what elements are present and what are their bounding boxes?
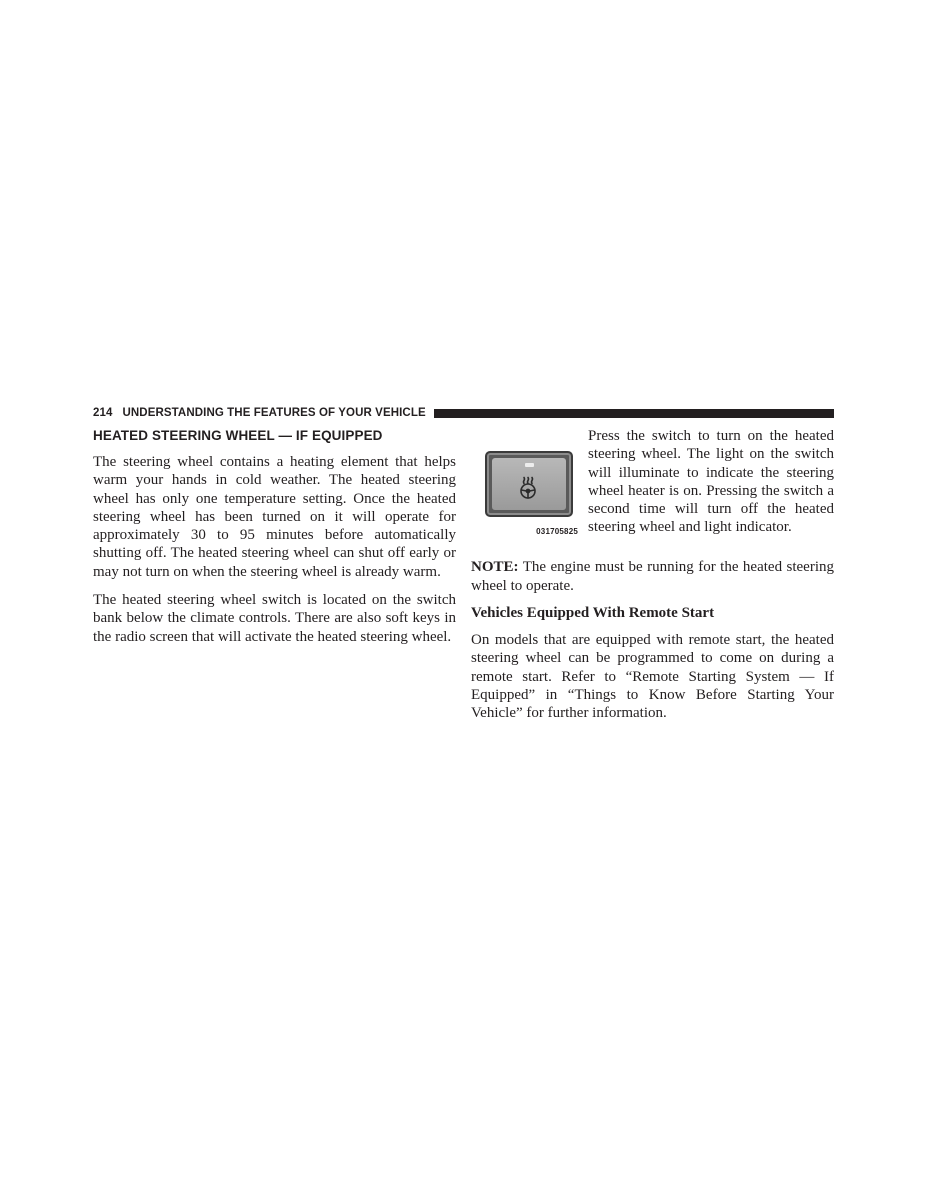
left-column — [93, 427, 456, 646]
switch-location-paragraph: The heated steering wheel switch is located on the switch bank below the climate controls. There are also soft keys in the radio screen that will activate the heated steering wheel. — [93, 592, 456, 645]
heated-wheel-switch-image — [485, 451, 573, 517]
switch-operation-text: Press the switch to turn on the heated steering wheel. The light on the switch will illuminate to indicate the steering wheel heater is on. Pressing the switch a second time will turn off the heated steering wheel and light indicator. — [588, 428, 834, 536]
section-title: HEATED STEERING WHEEL — IF EQUIPPED — [93, 428, 383, 443]
page-header — [93, 405, 834, 421]
running-head: UNDERSTANDING THE FEATURES OF YOUR VEHICLE — [122, 407, 426, 419]
note-paragraph — [471, 558, 834, 595]
heated-steering-wheel-icon — [518, 476, 542, 500]
page-number: 214 — [93, 407, 113, 419]
intro-paragraph: The steering wheel contains a heating element that helps warm your hands in cold weather. The heated steering wheel has only one temperature setting. Once the heated steering wheel has been turned on it will operate for approximately 30 to 95 minutes before automatically shutting off. The heated steering wheel can shut off early or may not turn on when the steering wheel is already warm. — [93, 454, 456, 580]
figure-row — [471, 427, 834, 541]
note-label: NOTE: — [471, 559, 519, 576]
switch-figure — [471, 427, 578, 541]
right-column — [471, 427, 834, 723]
figure-code: 031705825 — [536, 527, 578, 536]
note-text: The engine must be running for the heated steering wheel to operate. — [471, 559, 834, 594]
remote-start-heading: Vehicles Equipped With Remote Start — [471, 604, 715, 621]
header-rule — [434, 409, 834, 418]
indicator-light — [525, 463, 534, 467]
remote-start-paragraph: On models that are equipped with remote start, the heated steering wheel can be programmed to come on during a remote start. Refer to “Remote Starting System — If Equipped” in “Things to Know Before Starting Your Vehicle” for further information. — [471, 632, 834, 722]
